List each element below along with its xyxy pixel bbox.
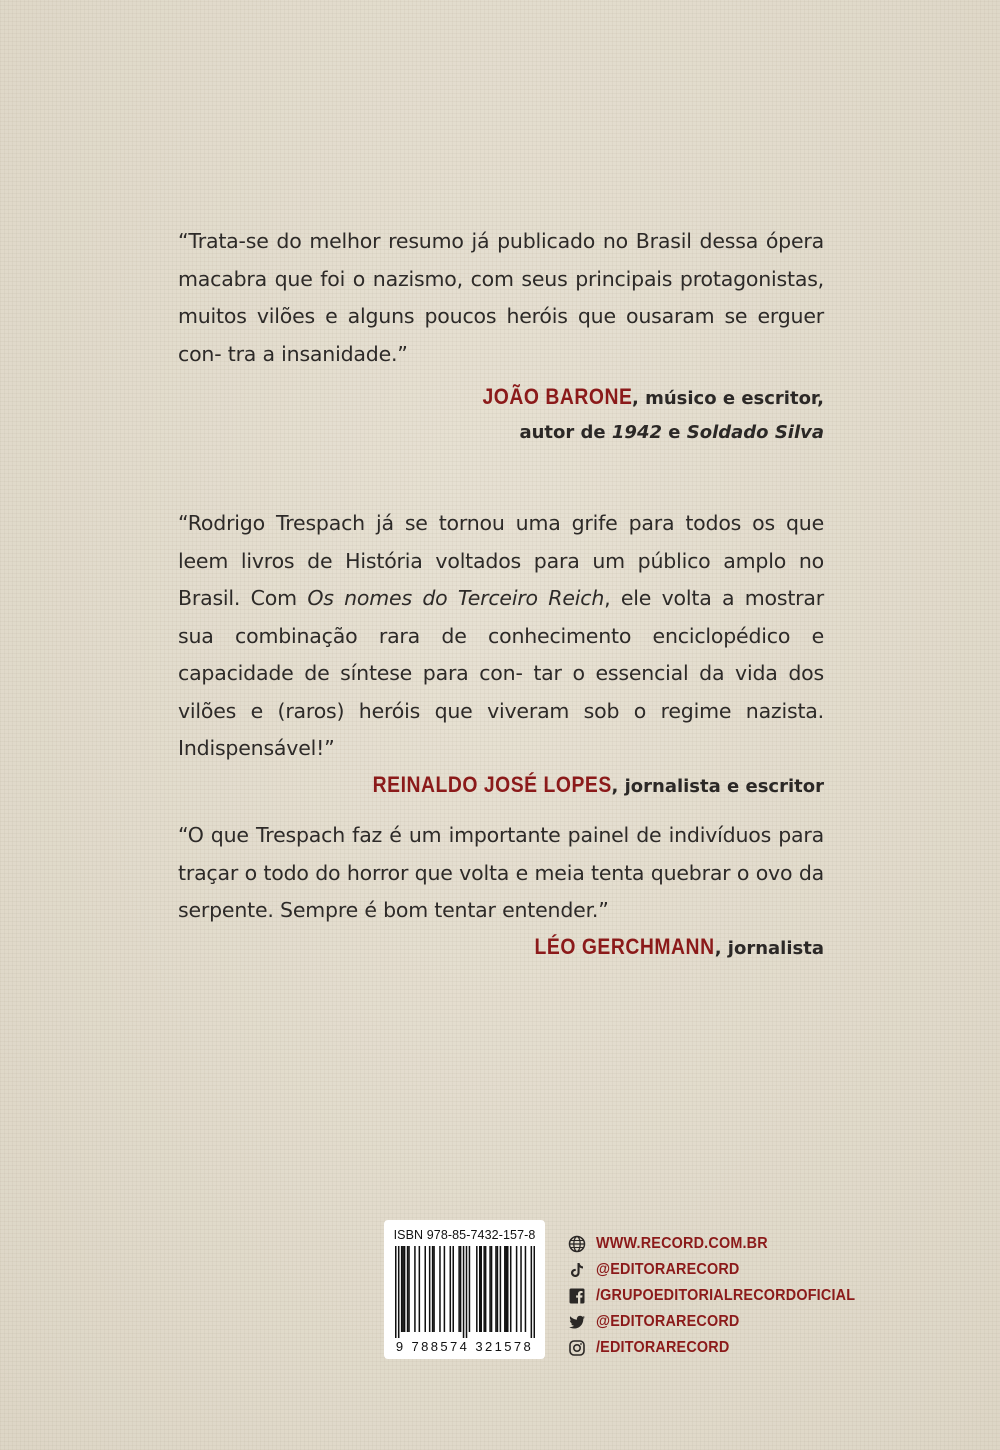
- barcode-bar: [419, 1246, 421, 1332]
- barcode-bar: [506, 1246, 508, 1332]
- barcode-bar: [395, 1246, 397, 1338]
- quote-line: de conhecimento enciclopédico e capacidade de síntese para con-: [178, 623, 824, 685]
- social-label: /GRUPOEDITORIALRECORDOFICIAL: [596, 1287, 856, 1304]
- quote-line: , ele volta a mostrar sua combinação rara: [178, 586, 824, 648]
- barcode-bar: [495, 1246, 497, 1332]
- barcode-bar: [466, 1246, 468, 1338]
- barcode-bar: [507, 1246, 509, 1332]
- barcode-bar: [433, 1246, 435, 1332]
- author-role: , músico e escritor,: [631, 388, 824, 409]
- quote-text: [178, 223, 824, 373]
- barcode-bar: [500, 1246, 502, 1332]
- barcode-bar: [510, 1246, 512, 1332]
- barcode-bar: [401, 1246, 403, 1332]
- globe-icon: [568, 1235, 586, 1253]
- barcode-bar: [432, 1246, 434, 1332]
- quote-line: tar o essencial da vida dos vilões e (raros) heróis que viveram sob: [178, 661, 824, 723]
- barcode-bar: [534, 1246, 535, 1338]
- barcode-bar: [480, 1246, 482, 1332]
- quote-attribution: [178, 768, 824, 804]
- quote-line: “O que Trespach faz é um importante painel de indivíduos para: [178, 823, 824, 847]
- barcode-bar: [525, 1246, 527, 1332]
- instagram-icon: [568, 1339, 586, 1357]
- barcode-bar: [402, 1246, 404, 1332]
- barcode-bar: [398, 1246, 400, 1338]
- barcode-bar: [485, 1246, 487, 1332]
- social-item-instagram[interactable]: [568, 1335, 884, 1361]
- barcode-bar: [491, 1246, 493, 1332]
- barcode-bar: [450, 1246, 452, 1332]
- quote-text: [178, 817, 824, 930]
- barcode-bar: [504, 1246, 506, 1332]
- social-label: @EDITORARECORD: [596, 1261, 740, 1278]
- barcode-bar: [414, 1246, 416, 1332]
- twitter-icon: [568, 1313, 586, 1331]
- social-links: [568, 1231, 884, 1361]
- author-role: , jornalista: [714, 937, 824, 959]
- social-label: /EDITORARECORD: [596, 1339, 730, 1356]
- quote-line: livros de História voltados para um público amplo no Brasil. Com: [178, 548, 824, 610]
- quote-line: tra a insanidade.”: [227, 341, 408, 366]
- author-role-prefix: autor de: [519, 422, 612, 443]
- barcode-bar: [460, 1246, 462, 1332]
- quote-block-barone: [178, 223, 824, 450]
- barcode-bar: [429, 1246, 431, 1332]
- barcode-bar: [424, 1246, 426, 1332]
- quote-block-lopes: [178, 505, 824, 804]
- social-label: WWW.RECORD.COM.BR: [596, 1235, 768, 1252]
- facebook-icon: [568, 1287, 586, 1305]
- barcode-bar: [469, 1246, 471, 1332]
- quote-line: o regime nazista. Indispensável!”: [178, 698, 824, 760]
- barcode-bar: [458, 1246, 460, 1332]
- author-name: LÉO GERCHMANN: [534, 933, 715, 959]
- author-role-conjunction: e: [662, 422, 687, 443]
- social-item-twitter[interactable]: [568, 1309, 884, 1335]
- barcode-bar: [407, 1246, 409, 1332]
- barcode-bars: [395, 1246, 535, 1338]
- quote-text: [178, 505, 824, 768]
- author-role: , jornalista e escritor: [611, 775, 824, 797]
- social-item-website[interactable]: [568, 1231, 884, 1257]
- isbn-barcode: [384, 1220, 545, 1359]
- book-title: Os nomes do Terceiro Reich: [307, 586, 605, 610]
- barcode-bar: [489, 1246, 491, 1332]
- isbn-label: ISBN 978-85-7432-157-8: [393, 1228, 536, 1242]
- barcode-bar: [516, 1246, 518, 1332]
- social-item-tiktok[interactable]: [568, 1257, 884, 1283]
- barcode-bar: [444, 1246, 446, 1332]
- barcode-bar: [463, 1246, 465, 1338]
- barcode-bar: [404, 1246, 406, 1332]
- quote-line: muitos vilões e alguns poucos heróis que ousaram se erguer con-: [178, 304, 824, 366]
- quote-line: “Rodrigo Trespach já se tornou uma grife para todos os que leem: [178, 511, 824, 573]
- quote-attribution: [178, 380, 824, 416]
- book-title: 1942: [611, 422, 663, 443]
- author-name: REINALDO JOSÉ LOPES: [372, 771, 612, 797]
- quote-line: “Trata-se do melhor resumo já publicado no Brasil dessa ópera: [178, 229, 824, 253]
- social-item-facebook[interactable]: [568, 1283, 884, 1309]
- barcode-bar: [452, 1246, 454, 1332]
- quote-line: traçar o todo do horror que volta e meia tenta quebrar o ovo da: [178, 860, 824, 885]
- barcode-bar: [531, 1246, 533, 1338]
- barcode-bar: [483, 1246, 485, 1332]
- quote-line: serpente. Sempre é bom tentar entender.”: [178, 898, 609, 922]
- barcode-bar: [497, 1246, 499, 1332]
- barcode-bar: [520, 1246, 522, 1332]
- social-label: @EDITORARECORD: [596, 1313, 740, 1330]
- quote-block-gerchmann: [178, 817, 824, 966]
- barcode-bar: [439, 1246, 441, 1332]
- tiktok-icon: [568, 1261, 586, 1279]
- isbn-digits: 9 788574 321578: [395, 1339, 534, 1354]
- author-name: JOÃO BARONE: [482, 384, 632, 409]
- quote-attribution-line2: [178, 416, 824, 450]
- book-title: Soldado Silva: [686, 422, 824, 443]
- quote-attribution: [178, 930, 824, 966]
- barcode-bar: [479, 1246, 481, 1332]
- barcode-bar: [476, 1246, 478, 1332]
- quote-line: macabra que foi o nazismo, com seus principais protagonistas,: [178, 266, 824, 291]
- barcode-bar: [408, 1246, 410, 1332]
